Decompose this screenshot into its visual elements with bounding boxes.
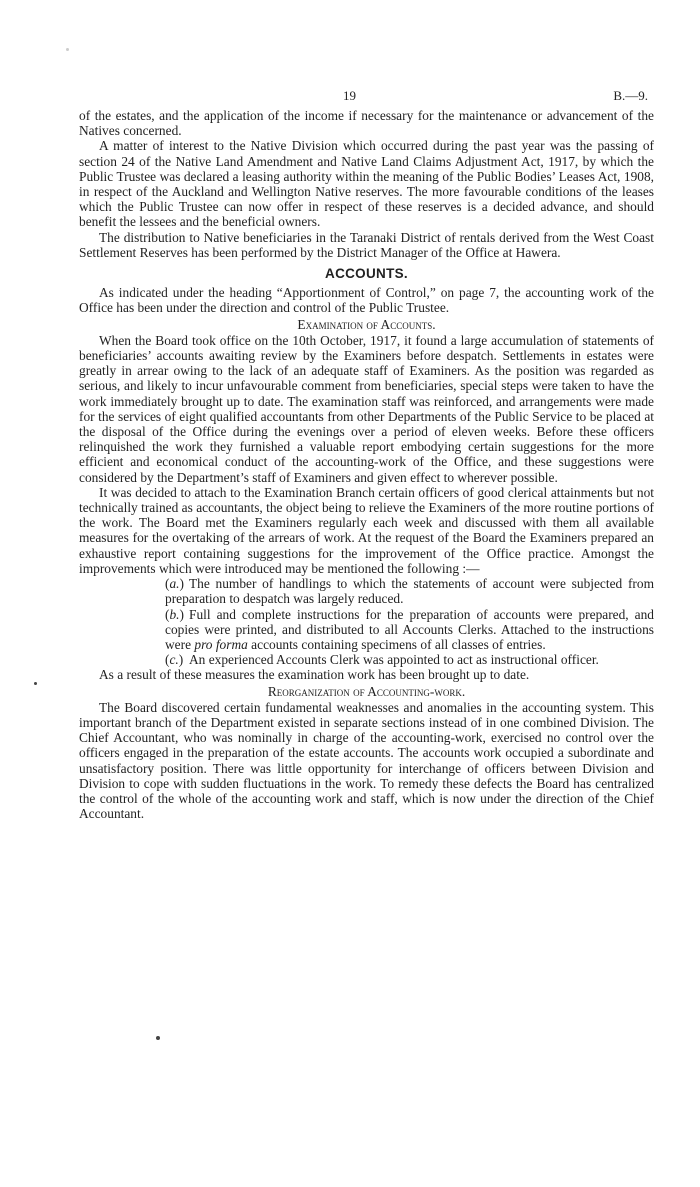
paragraph-taranaki-distribution: The distribution to Native beneficiaries in the Taranaki District of rentals derived from the West Coast Settlement Reserves has been performed by the District Manager of the Office at Hawera. bbox=[79, 229, 654, 260]
subheading-examination: Examination of Accounts. bbox=[297, 316, 436, 332]
section-heading-accounts: ACCOUNTS. bbox=[325, 266, 408, 282]
list-marker-c: c. bbox=[169, 652, 179, 668]
page-number: 19 bbox=[343, 88, 356, 103]
paragraph-native-division: A matter of interest to the Native Division which occurred during the past year was the passing of section 24 of the Native Land Amendment and Native Land Claims Adjustment Act, 1917, by which the Public Trustee was declared a leasing authority within the meaning of the Public Bodies’ Leases Act, 1908, in respect of the Auckland and Wellington Native reserves. The more favourable conditions of the leases which the Public Trustee can now offer in respect of these reserves is a decided advance, and should benefit the lessees and the beneficial owners. bbox=[79, 138, 654, 230]
paragraph-board-took-office: When the Board took office on the 10th October, 1917, it found a large accumulation of statements of beneficiaries’ accounts awaiting review by the Examiners before despatch. Settlements in estates were greatly in arrear owing to the lack of an adequate staff of Examiners. As the position was regarded as serious, and likely to incur unfavourable comment from beneficiaries, special steps were taken to have the work immediately brought up to date. The examination staff was reinforced, and arrangements were made for the services of eight qualified accountants from other Departments of the Public Service to be placed at the disposal of the Office during the evenings over a period of eleven weeks. Before these officers relinquished the work they furnished a valuable report embodying certain suggestions for the more efficient and economical conduct of the accounting-work of the Office, and these suggestions were considered by the Department’s staff of Examiners and given effect to wherever possible. bbox=[79, 332, 654, 485]
paragraph-accounts-intro: As indicated under the heading “Apportionment of Control,” on page 7, the accounting work of the Office has been under the direction and control of the Public Trustee. bbox=[79, 285, 654, 316]
scan-speck bbox=[66, 48, 69, 51]
list-marker-b: b. bbox=[169, 606, 180, 622]
paragraph-examination-conclusion: As a result of these measures the examination work has been brought up to date. bbox=[99, 667, 530, 683]
list-text-c: An experienced Accounts Clerk was appointed to act as instructional officer. bbox=[189, 652, 599, 668]
paragraph-continuation: of the estates, and the application of the income if necessary for the maintenance or advancement of the Natives concerned. bbox=[79, 108, 654, 139]
subheading-reorganization: Reorganization of Accounting-work. bbox=[267, 683, 466, 699]
list-text-a: The number of handlings to which the statements of account were subjected from preparation to despatch was largely reduced. bbox=[165, 576, 654, 607]
scan-speck bbox=[34, 682, 37, 685]
list-text-b-end: accounts containing specimens of all classes of entries. bbox=[247, 636, 546, 652]
document-code: B.—9. bbox=[613, 88, 648, 103]
list-text-b-start: Full and complete instructions for the preparation of accounts were prepared, and copies were printed, and distributed to all Accounts Clerks. Attached to the instructions were bbox=[165, 606, 654, 652]
paragraph-examination-branch: It was decided to attach to the Examination Branch certain officers of good clerical attainments but not technically trained as accountants, the object being to relieve the Examiners of the more routine portions of the work. The Board met the Examiners regularly each week and discussed with them all available measures for the overtaking of the arrears of work. At the request of the Board the Examiners prepared an exhaustive report containing suggestions for the improvement of the Office practice. Amongst the improvements which were introduced may be mentioned the following :— bbox=[79, 484, 654, 576]
list-text-b-italic: pro forma bbox=[194, 636, 248, 652]
list-item-b: (b.) Full and complete instructions for the preparation of accounts were prepared, and copies were printed, and distributed to all Accounts Clerks. Attached to the instructions were pro forma accounts containing specimens of all classes of entries. bbox=[165, 606, 654, 652]
list-item-c: (c.) An experienced Accounts Clerk was appointed to act as instructional officer. bbox=[165, 652, 599, 668]
list-marker-a: a. bbox=[169, 576, 180, 592]
list-item-a: (a.) The number of handlings to which the statements of account were subjected from preparation to despatch was largely reduced. bbox=[165, 576, 654, 607]
paragraph-reorganization: The Board discovered certain fundamental weaknesses and anomalies in the accounting system. This important branch of the Department existed in separate sections instead of in one combined Division. The Chief Accountant, who was nominally in charge of the accounting-work, exercised no control over the officers engaged in the preparation of the estate accounts. The accounts work occupied a subordinate and unsatisfactory position. There was little opportunity for interchange of officers between Division and Division to cope with sudden fluctuations in the work. To remedy these defects the Board has centralized the control of the whole of the accounting work and staff, which is now under the direction of the Chief Accountant. bbox=[79, 699, 654, 822]
page-header bbox=[0, 88, 700, 106]
scan-speck bbox=[156, 1036, 160, 1040]
body-text bbox=[79, 108, 654, 821]
